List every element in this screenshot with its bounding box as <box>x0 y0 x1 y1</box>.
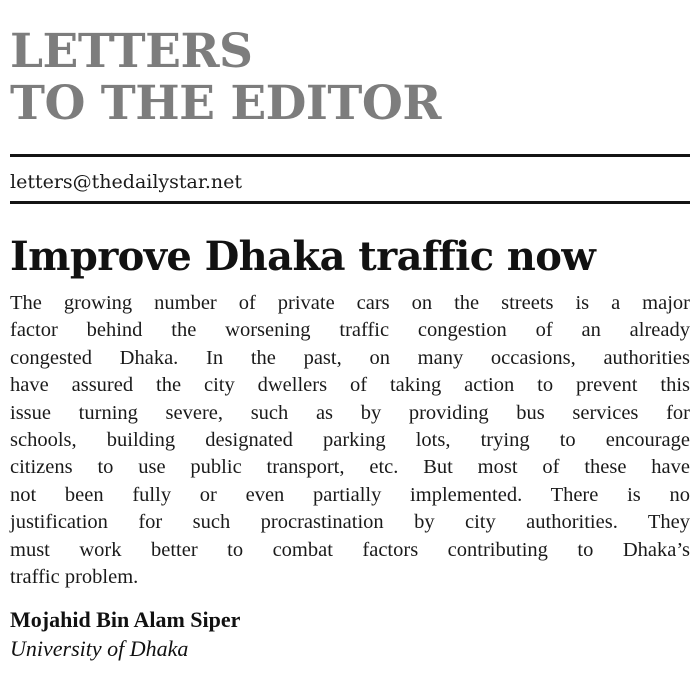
letter-body-line: congested Dhaka. In the past, on many occasions, authorities <box>10 346 690 369</box>
letter-body-line: must work better to combat factors contributing to Dhaka’s <box>10 538 690 561</box>
section-title <box>10 26 690 130</box>
top-divider <box>10 154 690 157</box>
letter-body-line: factor behind the worsening traffic congestion of an already <box>10 319 690 342</box>
section-title-line2: TO THE EDITOR <box>10 76 441 131</box>
letter-headline: Improve Dhaka traffic now <box>10 233 596 280</box>
letters-page <box>10 0 690 677</box>
letter-body-line: The growing number of private cars on the streets is a major <box>10 292 690 314</box>
contact-email[interactable]: letters@thedailystar.net <box>10 171 243 193</box>
letter-body-line: issue turning severe, such as by providing bus services for <box>10 401 690 424</box>
author-name: Mojahid Bin Alam Siper <box>10 607 241 632</box>
letter-body-line: have assured the city dwellers of taking action to prevent this <box>10 374 690 397</box>
letter-body-line: not been fully or even partially implemented. There is no <box>10 483 690 506</box>
section-title-line1: LETTERS <box>10 24 253 79</box>
bottom-divider <box>10 201 690 204</box>
letter-body-line: traffic problem. <box>10 566 139 589</box>
letter-body-line: justification for such procrastination by city authorities. They <box>10 511 690 534</box>
letter-body <box>10 290 690 591</box>
letter-body-line: citizens to use public transport, etc. But most of these have <box>10 456 690 479</box>
letter-body-line: schools, building designated parking lots, trying to encourage <box>10 429 690 452</box>
author-affiliation: University of Dhaka <box>10 636 189 661</box>
